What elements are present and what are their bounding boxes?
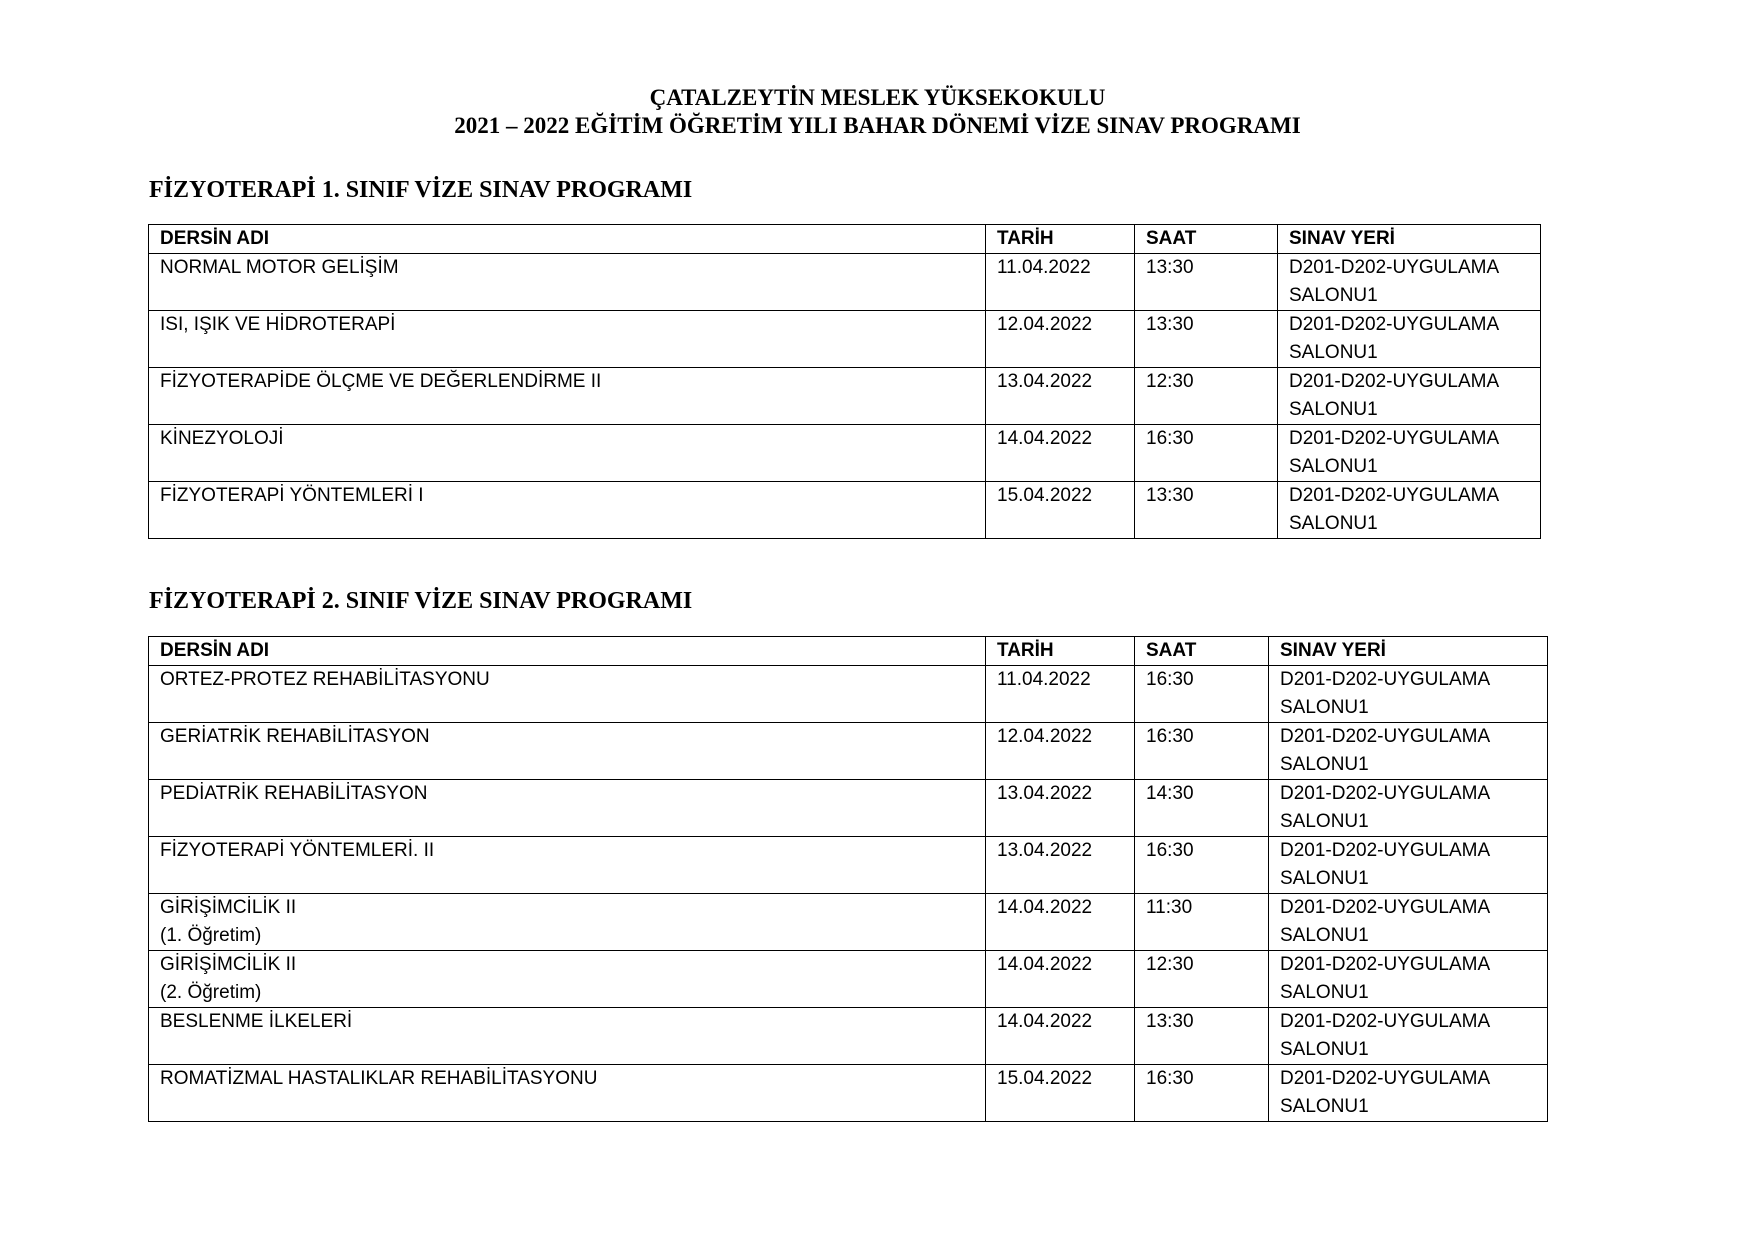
course-cell (149, 254, 986, 311)
table-row (149, 780, 1548, 837)
course-cell (149, 1065, 986, 1122)
room-cell (1269, 780, 1548, 837)
date-cell (986, 425, 1135, 482)
room-cell (1269, 1008, 1548, 1065)
exam-date: 12.04.2022 (997, 726, 1093, 747)
course-cell (149, 311, 986, 368)
exam-time: 11:30 (1146, 897, 1193, 918)
section-title-class-1: FİZYOTERAPİ 1. SINIF VİZE SINAV PROGRAMI (149, 177, 693, 203)
course-cell (149, 1008, 986, 1065)
column-header-time: SAAT (1135, 637, 1269, 666)
time-cell (1135, 368, 1278, 425)
exam-room-line2: SALONU1 (1289, 399, 1378, 420)
exam-room-line1: D201-D202-UYGULAMA (1280, 669, 1491, 690)
exam-time: 12:30 (1146, 371, 1194, 392)
column-header-date: TARİH (986, 225, 1135, 254)
time-cell (1135, 951, 1269, 1008)
column-header-course: DERSİN ADI (149, 637, 986, 666)
course-cell (149, 951, 986, 1008)
exam-room-line1: D201-D202-UYGULAMA (1289, 371, 1500, 392)
time-cell (1135, 894, 1269, 951)
course-name: GİRİŞİMCİLİK II (160, 897, 297, 918)
room-cell (1269, 951, 1548, 1008)
exam-date: 14.04.2022 (997, 1011, 1093, 1032)
date-cell (986, 311, 1135, 368)
exam-date: 14.04.2022 (997, 954, 1093, 975)
exam-time: 16:30 (1146, 428, 1194, 449)
table-row (149, 666, 1548, 723)
room-cell (1278, 368, 1541, 425)
exam-room-line1: D201-D202-UYGULAMA (1280, 897, 1491, 918)
exam-date: 13.04.2022 (997, 371, 1093, 392)
table-row (149, 894, 1548, 951)
date-cell (986, 368, 1135, 425)
course-cell (149, 666, 986, 723)
course-name: ROMATİZMAL HASTALIKLAR REHABİLİTASYONU (160, 1068, 598, 1089)
course-cell (149, 425, 986, 482)
exam-room-line1: D201-D202-UYGULAMA (1280, 954, 1491, 975)
exam-time: 13:30 (1146, 314, 1194, 335)
course-name: FİZYOTERAPİDE ÖLÇME VE DEĞERLENDİRME II (160, 371, 602, 392)
table-row (149, 1008, 1548, 1065)
time-cell (1135, 425, 1278, 482)
course-name: FİZYOTERAPİ YÖNTEMLERİ. II (160, 840, 435, 861)
time-cell (1135, 780, 1269, 837)
exam-room-line1: D201-D202-UYGULAMA (1280, 1068, 1491, 1089)
room-cell (1278, 425, 1541, 482)
course-cell (149, 837, 986, 894)
exam-date: 13.04.2022 (997, 840, 1093, 861)
exam-time: 14:30 (1146, 783, 1194, 804)
column-header-room: SINAV YERİ (1278, 225, 1541, 254)
room-cell (1278, 311, 1541, 368)
room-cell (1269, 894, 1548, 951)
exam-room-line2: SALONU1 (1289, 285, 1378, 306)
table-header-row (149, 225, 1541, 254)
time-cell (1135, 837, 1269, 894)
exam-date: 14.04.2022 (997, 428, 1093, 449)
room-cell (1269, 837, 1548, 894)
time-cell (1135, 723, 1269, 780)
exam-room-line1: D201-D202-UYGULAMA (1289, 257, 1500, 278)
time-cell (1135, 311, 1278, 368)
exam-room-line2: SALONU1 (1280, 754, 1369, 775)
time-cell (1135, 1065, 1269, 1122)
course-name: NORMAL MOTOR GELİŞİM (160, 257, 399, 278)
table-header-row (149, 637, 1548, 666)
table-row (149, 368, 1541, 425)
exam-time: 12:30 (1146, 954, 1194, 975)
room-cell (1269, 723, 1548, 780)
date-cell (986, 1008, 1135, 1065)
time-cell (1135, 482, 1278, 539)
exam-time: 16:30 (1146, 840, 1194, 861)
exam-time: 13:30 (1146, 1011, 1194, 1032)
room-cell (1269, 1065, 1548, 1122)
document-header (0, 84, 1755, 140)
course-cell (149, 368, 986, 425)
time-cell (1135, 254, 1278, 311)
table-body (149, 254, 1541, 539)
exam-date: 15.04.2022 (997, 1068, 1093, 1089)
course-name: GERİATRİK REHABİLİTASYON (160, 726, 430, 747)
table-row (149, 254, 1541, 311)
time-cell (1135, 666, 1269, 723)
course-name: ISI, IŞIK VE HİDROTERAPİ (160, 314, 396, 335)
course-note: (2. Öğretim) (160, 982, 262, 1003)
date-cell (986, 1065, 1135, 1122)
table-row (149, 482, 1541, 539)
exam-time: 16:30 (1146, 1068, 1194, 1089)
column-header-time: SAAT (1135, 225, 1278, 254)
table-body (149, 666, 1548, 1122)
exam-room-line1: D201-D202-UYGULAMA (1280, 840, 1491, 861)
table-row (149, 837, 1548, 894)
time-cell (1135, 1008, 1269, 1065)
course-cell (149, 723, 986, 780)
table-row (149, 425, 1541, 482)
exam-room-line1: D201-D202-UYGULAMA (1280, 726, 1491, 747)
table-row (149, 723, 1548, 780)
course-name: GİRİŞİMCİLİK II (160, 954, 297, 975)
date-cell (986, 723, 1135, 780)
exam-date: 11.04.2022 (997, 257, 1091, 278)
room-cell (1269, 666, 1548, 723)
date-cell (986, 951, 1135, 1008)
date-cell (986, 482, 1135, 539)
exam-room-line1: D201-D202-UYGULAMA (1289, 485, 1500, 506)
exam-room-line2: SALONU1 (1289, 513, 1378, 534)
course-name: BESLENME İLKELERİ (160, 1011, 353, 1032)
program-title: 2021 – 2022 EĞİTİM ÖĞRETİM YILI BAHAR DÖNEMİ VİZE SINAV PROGRAMI (454, 113, 1301, 138)
column-header-date: TARİH (986, 637, 1135, 666)
date-cell (986, 780, 1135, 837)
date-cell (986, 254, 1135, 311)
exam-room-line2: SALONU1 (1289, 342, 1378, 363)
table-row (149, 311, 1541, 368)
exam-room-line1: D201-D202-UYGULAMA (1289, 314, 1500, 335)
course-name: ORTEZ-PROTEZ REHABİLİTASYONU (160, 669, 490, 690)
exam-room-line2: SALONU1 (1280, 697, 1369, 718)
exam-room-line2: SALONU1 (1280, 868, 1369, 889)
date-cell (986, 894, 1135, 951)
exam-room-line1: D201-D202-UYGULAMA (1280, 1011, 1491, 1032)
exam-date: 12.04.2022 (997, 314, 1093, 335)
school-name: ÇATALZEYTİN MESLEK YÜKSEKOKULU (649, 85, 1106, 110)
exam-room-line2: SALONU1 (1280, 1096, 1369, 1117)
room-cell (1278, 482, 1541, 539)
exam-room-line2: SALONU1 (1280, 1039, 1369, 1060)
exam-room-line2: SALONU1 (1280, 811, 1369, 832)
exam-time: 16:30 (1146, 726, 1194, 747)
course-name: PEDİATRİK REHABİLİTASYON (160, 783, 428, 804)
exam-room-line1: D201-D202-UYGULAMA (1280, 783, 1491, 804)
exam-time: 13:30 (1146, 257, 1194, 278)
course-cell (149, 894, 986, 951)
exam-date: 15.04.2022 (997, 485, 1093, 506)
column-header-room: SINAV YERİ (1269, 637, 1548, 666)
section-title-class-2: FİZYOTERAPİ 2. SINIF VİZE SINAV PROGRAMI (149, 588, 693, 614)
exam-date: 14.04.2022 (997, 897, 1093, 918)
course-name: KİNEZYOLOJİ (160, 428, 284, 449)
exam-table-class-1 (148, 224, 1541, 539)
exam-table-class-2 (148, 636, 1548, 1122)
course-cell (149, 780, 986, 837)
course-note: (1. Öğretim) (160, 925, 262, 946)
date-cell (986, 666, 1135, 723)
exam-room-line1: D201-D202-UYGULAMA (1289, 428, 1500, 449)
exam-room-line2: SALONU1 (1289, 456, 1378, 477)
exam-room-line2: SALONU1 (1280, 982, 1369, 1003)
exam-room-line2: SALONU1 (1280, 925, 1369, 946)
exam-date: 13.04.2022 (997, 783, 1093, 804)
exam-date: 11.04.2022 (997, 669, 1091, 690)
table-row (149, 951, 1548, 1008)
exam-time: 13:30 (1146, 485, 1194, 506)
column-header-course: DERSİN ADI (149, 225, 986, 254)
table-row (149, 1065, 1548, 1122)
course-cell (149, 482, 986, 539)
course-name: FİZYOTERAPİ YÖNTEMLERİ I (160, 485, 424, 506)
exam-time: 16:30 (1146, 669, 1194, 690)
room-cell (1278, 254, 1541, 311)
date-cell (986, 837, 1135, 894)
